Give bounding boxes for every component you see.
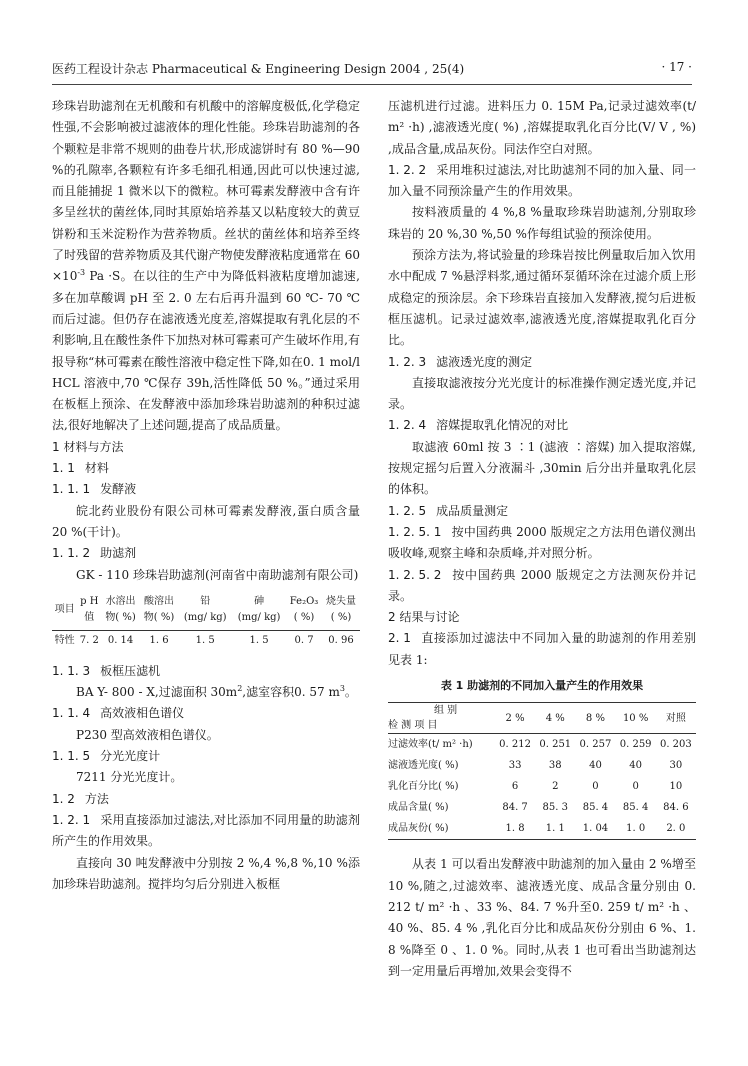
table-header-cell: 酸溶出 物( %)	[140, 592, 178, 631]
continuation-paragraph: 压滤机进行过滤。进料压力 0. 15M Pa,记录过滤效率(t/ m² ·h) ,滤液透光度( %) ,溶媒提取乳化百分比(V/ V , %) ,成品含量,成品灰份。同法作空白对照。	[388, 99, 696, 156]
section-1-1-3-heading: 1. 1. 3 板框压滤机	[52, 663, 161, 678]
table-row-label: 特性	[54, 634, 75, 646]
section-1-1-1-heading: 1. 1. 1 发酵液	[52, 482, 137, 497]
section-1-2-5-heading: 1. 2. 5 成品质量测定	[388, 503, 509, 518]
results-table	[388, 702, 696, 840]
table-cell: 0. 14	[107, 634, 134, 646]
table-cell: 1. 6	[149, 634, 169, 646]
table-header-cell: 砷 (mg/ kg)	[232, 592, 286, 631]
table-row-label: 滤液透光度( %)	[388, 760, 459, 772]
section-1-2-1-heading: 1. 2. 1 采用直接添加过滤法,对比添加不同用量的助滤剂所产生的作用效果。	[52, 812, 360, 849]
table-header-cell: 对照	[656, 703, 696, 734]
table-cell: 6	[511, 781, 519, 793]
table-row-label: 成品含量( %)	[388, 802, 449, 814]
table-header-cell: p H 值	[77, 592, 101, 631]
table-cell: 84. 6	[663, 802, 689, 814]
table-row-label: 成品灰份( %)	[388, 818, 495, 840]
table-cell: 1. 8	[495, 818, 535, 840]
section-1-2-4-heading: 1. 2. 4 溶媒提取乳化情况的对比	[388, 418, 569, 433]
table-header-cell: 10 %	[616, 703, 656, 734]
precoat-method-text: 预涂方法为,将试验量的珍珠岩按比例量取后加入饮用水中配成 7 %悬浮料浆,通过循环泵循环涂在过滤介质上形成稳定的预涂层。余下珍珠岩直接加入发酵液,搅匀后进板框压滤机。记录过滤效率,滤液透光度,溶媒提取乳化百分比。	[388, 248, 696, 348]
emulsification-text: 取滤液 60ml 按 3 ∶1 (滤液 ∶溶媒) 加入提取溶媒,按规定摇匀后置入分液漏斗 ,30min 后分出并量取乳化层的体积。	[388, 439, 696, 497]
filter-press-text: BA Y- 800 - X,过滤面积 $30m^2$,滤室容积0. 57 $m^3$。	[76, 684, 357, 700]
table-cell: 10	[669, 781, 683, 793]
section-1-1-2-heading: 1. 1. 2 助滤剂	[52, 546, 137, 561]
section-1-2-3-heading: 1. 2. 3 滤液透光度的测定	[388, 354, 533, 369]
section-1-2-heading: 1. 2 方法	[52, 791, 109, 806]
intro-paragraph: 珍珠岩助滤剂在无机酸和有机酸中的溶解度极低,化学稳定性强,不会影响被过滤液体的理化性能。珍珠岩助滤剂的各个颗粒是非常不规则的曲卷片状,形成滤饼时有 80 %—90 %的孔隙率,各颗粒有许多毛细孔相通,因此可以快速过滤,而且能捕捉 1 微米以下的微粒。林可霉素发酵液中含有许多呈丝状的菌丝体,同时其原始培养基又以粘度较大的黄豆饼粉和玉米淀粉作为营养物质。丝状的菌丝体和培养至终了时残留的营养物质及其代谢产物使发酵液粘度通常在 $60 \times 10^{-3}$ Pa ·S。在以往的生产中为降低料液粘度增加滤速,多在加草酸调 pH 至 2. 0 左右后再升温到 60 ℃- 70 ℃而后过滤。但仍存在滤液透光度差,溶媒提取有乳化层的不利影响,且在酸性条件下加热对林可霉素可产生破坏作用,有报导称“林可霉素在酸性溶液中稳定性下降,如在0. 1 mol/l HCL 溶液中,70 ℃保存 39h,活性降低 50 %。”通过采用在板框上预涂、在发酵液中添加珍珠岩助滤剂的种积过滤法,很好地解决了上述问题,提高了成品质量。	[52, 99, 360, 433]
filter-aid-property-table	[52, 592, 360, 651]
direct-addition-text: 直接向 30 吨发酵液中分别按 2 %,4 %,8 %,10 %添加珍珠岩助滤剂。搅拌均匀后分别进入板框	[52, 855, 360, 891]
table-row	[388, 755, 696, 776]
table-header-cell: 4 %	[535, 703, 575, 734]
table-row	[388, 797, 696, 818]
section-2-heading: 2 结果与讨论	[388, 610, 460, 625]
section-1-heading: 1 材料与方法	[52, 439, 124, 454]
filter-aid-text: GK - 110 珍珠岩助滤剂(河南省中南助滤剂有限公司)	[76, 567, 359, 582]
table-row	[388, 734, 696, 756]
table-header-cell: 水溶出 物( %)	[101, 592, 139, 631]
table-header-cell: 8 %	[575, 703, 615, 734]
table-cell: 0. 203	[659, 739, 692, 751]
table-cell: 0. 257	[579, 739, 612, 751]
table-cell: 30	[669, 760, 683, 772]
table-cell: 0	[592, 781, 599, 793]
table-cell: 2	[552, 781, 559, 793]
table-header-row	[388, 703, 696, 734]
table-cell: 40	[629, 760, 642, 772]
table-header-cell: 2 %	[495, 703, 535, 734]
section-1-2-2-heading: 1. 2. 2 采用堆积过滤法,对比助滤剂不同的加入量、同一加入量不同预涂量产生的作用效果。	[388, 162, 696, 199]
running-header	[52, 60, 692, 80]
table-cell: 85. 4	[582, 802, 609, 814]
table-cell: 1. 5	[249, 634, 269, 646]
transmittance-text: 直接取滤液按分光光度计的标准操作测定透光度,并记录。	[388, 375, 696, 412]
section-2-1-text: 2. 1 直接添加过滤法中不同加入量的助滤剂的作用差别见表 1:	[388, 631, 696, 667]
table-1-title: 表 1 助滤剂的不同加入量产生的作用效果	[440, 679, 644, 693]
table-cell: 0. 259	[619, 739, 652, 751]
table-cell: 0. 251	[539, 739, 572, 751]
table-cell: 2. 0	[656, 818, 696, 840]
table-cell: 1. 04	[575, 818, 615, 840]
left-column	[52, 96, 360, 895]
table-cell: 1. 0	[616, 818, 656, 840]
table-cell: 7. 2	[79, 634, 99, 646]
table-cell: 38	[548, 760, 562, 772]
table-header-cell: 烧失量 ( %)	[322, 592, 360, 631]
table-cell: 0. 7	[294, 634, 314, 646]
page-number: · 17 ·	[661, 60, 692, 74]
table-row-label: 过滤效率(t/ m² ·h)	[388, 739, 473, 751]
table-corner-label: 项目	[52, 592, 77, 631]
table-cell: 33	[508, 760, 522, 772]
section-1-1-heading: 1. 1 材料	[52, 461, 109, 476]
table-cell: 0	[632, 781, 639, 793]
table-cell: 1. 5	[195, 634, 215, 646]
table-header-row	[52, 592, 360, 631]
table-cell: 85. 3	[542, 802, 568, 814]
header-rule	[52, 84, 692, 85]
table-header-cell: 铅 (mg/ kg)	[178, 592, 232, 631]
table-row	[388, 776, 696, 797]
journal-title: 医药工程设计杂志 Pharmaceutical & Engineering Design 2004 , 25(4)	[52, 62, 465, 76]
table-row	[52, 630, 360, 651]
section-1-1-5-heading: 1. 1. 5 分光光度计	[52, 749, 161, 764]
table-header-cell: Fe₂O₃ ( %)	[286, 592, 322, 631]
spectrophotometer-text: 7211 分光光度计。	[76, 770, 183, 785]
section-1-2-5-2-text: 1. 2. 5. 2 按中国药典 2000 版规定之方法测灰份并记录。	[388, 567, 696, 603]
table-cell: 1. 1	[535, 818, 575, 840]
table-cell: 0. 212	[499, 739, 531, 751]
section-1-1-4-heading: 1. 1. 4 高效液相色谱仪	[52, 706, 185, 721]
table-row-label: 乳化百分比( %)	[388, 781, 459, 793]
hplc-text: P230 型高效液相色谱仪。	[76, 727, 219, 742]
table-cell: 85. 4	[622, 802, 649, 814]
table-cell: 0. 96	[328, 634, 354, 646]
table-cell: 40	[589, 760, 602, 772]
right-column	[388, 96, 696, 982]
table-cell: 84. 7	[502, 802, 528, 814]
table-row	[388, 818, 696, 840]
stacking-method-text: 按料液质量的 4 %,8 %量取珍珠岩助滤剂,分别取珍珠岩的 20 %,30 %,50 %作每组试验的预涂使用。	[388, 205, 696, 241]
section-1-2-5-1-text: 1. 2. 5. 1 按中国药典 2000 版规定之方法用色谱仪测出吸收峰,观察主峰和杂质峰,并对照分析。	[388, 524, 696, 561]
fermentation-broth-text: 皖北药业股份有限公司林可霉素发酵液,蛋白质含量 20 %(干计)。	[52, 503, 360, 539]
results-discussion-text: 从表 1 可以看出发酵液中助滤剂的加入量由 2 %增至 10 %,随之,过滤效率、滤液透光度、成品含量分别由 0. 212 t/ m² ·h 、33 %、84. 7 %升至0. 259 t/ m² ·h 、40 %、85. 4 % ,乳化百分比和成品灰份分别由 6 %、1. 8 %降至 0 、1. 0 %。同时,从表 1 也可看出当助滤剂达到一定用量后再增加,效果会变得不	[388, 857, 696, 978]
table-corner-label: 组 别 检 测 项 目	[388, 703, 495, 734]
